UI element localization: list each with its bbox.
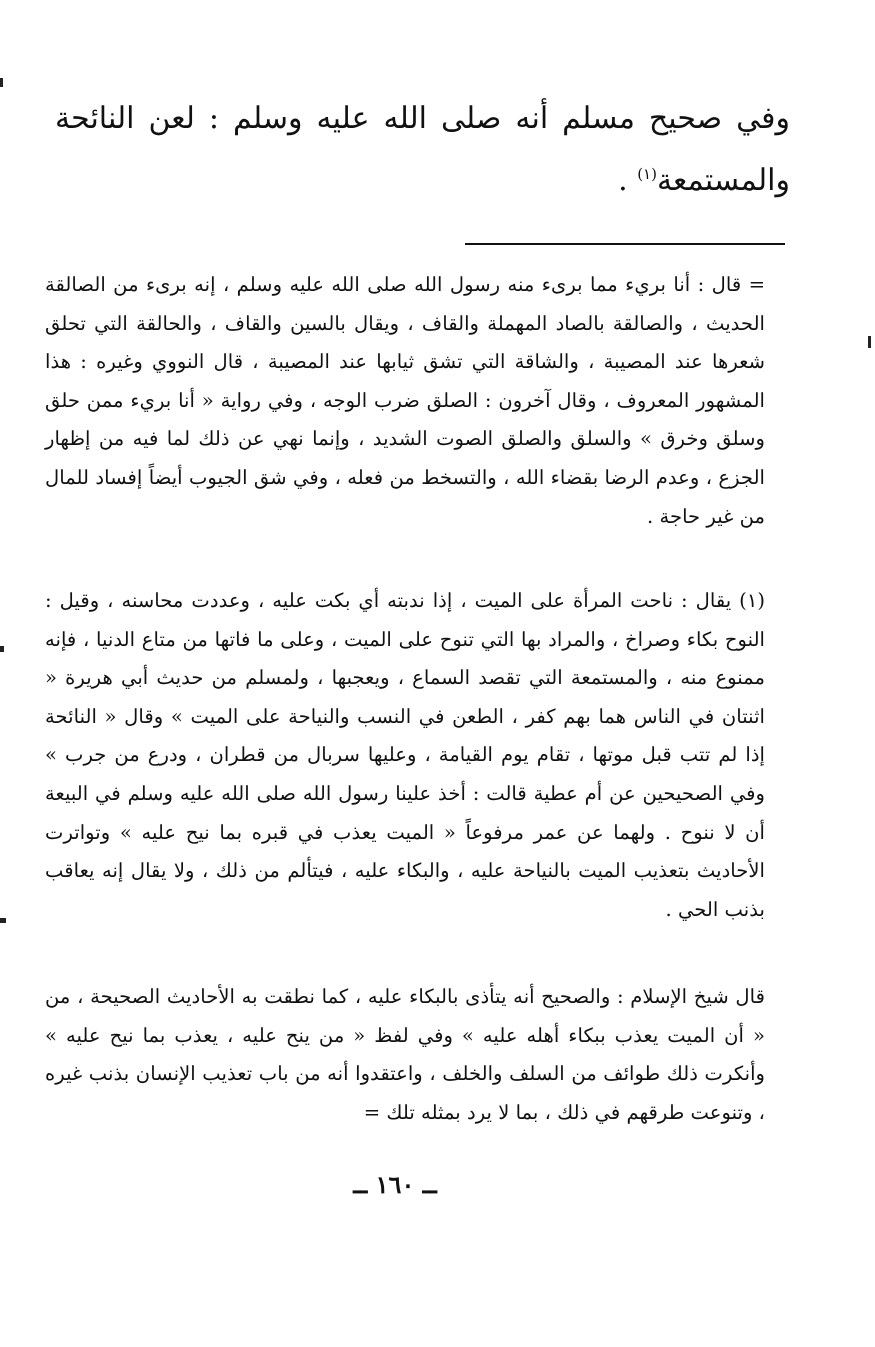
- scan-mark: [0, 78, 3, 87]
- footnote-separator-line: [465, 243, 785, 245]
- scan-mark: [868, 336, 871, 348]
- main-text: [55, 88, 790, 212]
- page-number: ــ ١٦٠ ــ: [353, 1170, 437, 1199]
- scan-mark: [0, 646, 4, 652]
- footnote-continuation: = قال : أنا بريء مما برىء منه رسول الله صلى الله عليه وسلم ، إنه برىء من الصالقة الحديث ، والصالقة بالصاد المهملة والقاف ، ويقال بالسين والقاف ، والحالقة التي تحلق شعرها عند المصيبة ، والشاقة التي تشق ثيابها عند المصيبة ، قال النووي وغيره : هذا المشهور المعروف ، وقال آخرون : الصلق ضرب الوجه ، وفي رواية « أنا بريء ممن حلق وسلق وخرق » والسلق والصلق الصوت الشديد ، وإنما نهي عن ذلك لما فيه من إظهار الجزع ، وعدم الرضا بقضاء الله ، والتسخط من فعله ، وفي شق الجيوب أيضاً إفساد للمال من غير حاجة .: [45, 273, 765, 528]
- footnote-2: قال شيخ الإسلام : والصحيح أنه يتأذى بالبكاء عليه ، كما نطقت به الأحاديث الصحيحة ، من « أن الميت يعذب ببكاء أهله عليه » وفي لفظ « من ينح عليه ، يعذب بما نيح عليه » وأنكرت ذلك طوائف من السلف والخلف ، واعتقدوا أنه من باب تعذيب الإنسان بذنب غيره ، وتنوعت طرقهم في ذلك ، بما لا يرد بمثله تلك =: [45, 985, 765, 1124]
- main-text-body: وفي صحيح مسلم أنه صلى الله عليه وسلم : لعن النائحة والمستمعة: [55, 101, 790, 198]
- footnote-marker: (١): [637, 165, 657, 183]
- footnote-1: (١) يقال : ناحت المرأة على الميت ، إذا ندبته أي بكت عليه ، وعددت محاسنه ، وقيل : النوح بكاء وصراخ ، والمراد بها التي تنوح على الميت ، وعلى ما فاتها من متاع الدنيا ، فإنه ممنوع منه ، والمستمعة التي تقصد السماع ، ويعجبها ، ولمسلم من حديث أبي هريرة « اثنتان في الناس هما بهم كفر ، الطعن في النسب والنياحة على الميت » وقال « النائحة إذا لم تتب قبل موتها ، تقام يوم القيامة ، وعليها سربال من قطران ، ودرع من جرب » وفي الصحيحين عن أم عطية قالت : أخذ علينا رسول الله صلى الله عليه وسلم في البيعة أن لا ننوح . ولهما عن عمر مرفوعاً « الميت يعذب في قبره بما نيح عليه » وتواترت الأحاديث بتعذيب الميت بالنياحة عليه ، والبكاء عليه ، فيتألم من ذلك ، ولا يقال إنه يعاقب بذنب الحي .: [45, 589, 765, 921]
- main-text-end: .: [618, 163, 638, 198]
- scan-mark: [0, 918, 6, 923]
